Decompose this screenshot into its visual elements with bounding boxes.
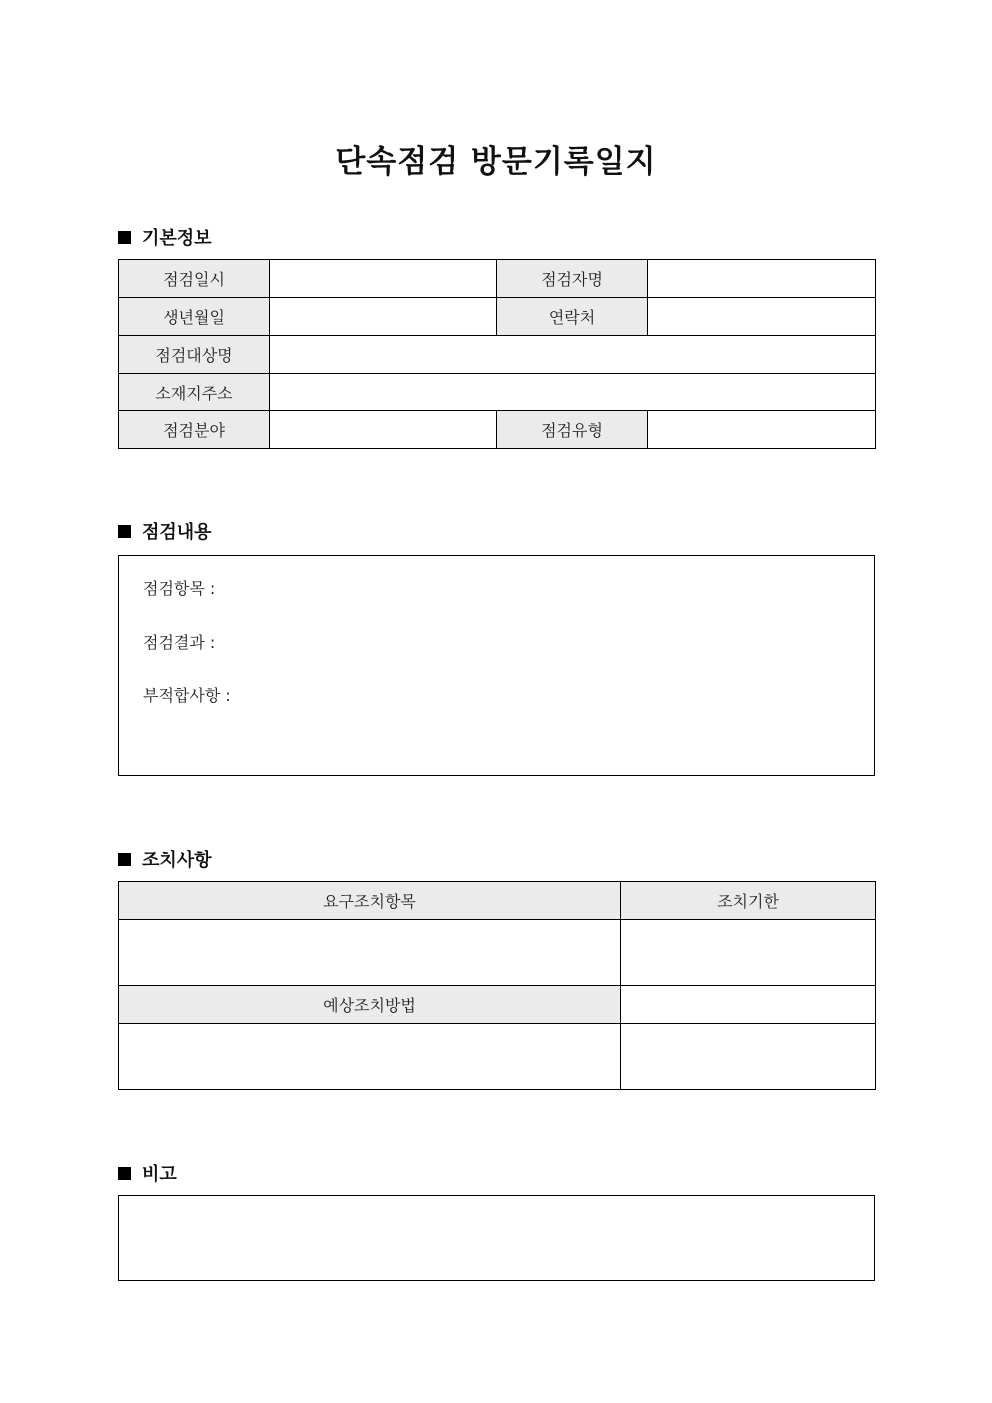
table-row — [119, 1024, 876, 1090]
section-heading-basic-info — [118, 224, 212, 250]
square-bullet-icon — [118, 1167, 131, 1180]
section-heading-remarks — [118, 1160, 177, 1186]
table-row — [119, 260, 876, 298]
actions-table — [118, 881, 876, 1090]
square-bullet-icon — [118, 853, 131, 866]
table-row — [119, 411, 876, 449]
inspection-item-label: 점검항목 : — [143, 579, 216, 598]
inspection-result-line — [143, 630, 215, 653]
inspector-name-field[interactable] — [648, 260, 876, 298]
expected-method-side-field[interactable] — [621, 986, 876, 1024]
header-deadline: 조치기한 — [621, 882, 876, 920]
label-inspection-datetime: 점검일시 — [119, 260, 270, 298]
expected-method-field[interactable] — [119, 1024, 621, 1090]
table-row — [119, 986, 876, 1024]
nonconformity-line — [143, 683, 231, 706]
square-bullet-icon — [118, 525, 131, 538]
document-title — [0, 136, 992, 181]
header-required-action: 요구조치항목 — [119, 882, 621, 920]
contact-field[interactable] — [648, 298, 876, 336]
table-row — [119, 298, 876, 336]
label-expected-method: 예상조치방법 — [119, 986, 621, 1024]
target-name-field[interactable] — [270, 336, 876, 374]
deadline-field[interactable] — [621, 920, 876, 986]
required-action-field[interactable] — [119, 920, 621, 986]
label-inspection-field: 점검분야 — [119, 411, 270, 449]
inspection-field-field[interactable] — [270, 411, 497, 449]
remarks-box[interactable] — [118, 1195, 875, 1281]
section-heading-text: 비고 — [142, 1164, 177, 1185]
section-heading-text: 기본정보 — [142, 228, 212, 249]
birth-date-field[interactable] — [270, 298, 497, 336]
table-row — [119, 920, 876, 986]
label-address: 소재지주소 — [119, 374, 270, 411]
label-birth-date: 생년월일 — [119, 298, 270, 336]
inspection-content-box[interactable] — [118, 555, 875, 776]
expected-method-extra-field[interactable] — [621, 1024, 876, 1090]
section-heading-inspection-content — [118, 518, 212, 544]
inspection-type-field[interactable] — [648, 411, 876, 449]
nonconformity-label: 부적합사항 : — [143, 686, 231, 705]
label-contact: 연락처 — [497, 298, 648, 336]
label-target-name: 점검대상명 — [119, 336, 270, 374]
table-row — [119, 336, 876, 374]
square-bullet-icon — [118, 231, 131, 244]
address-field[interactable] — [270, 374, 876, 411]
basic-info-table — [118, 259, 876, 449]
label-inspector-name: 점검자명 — [497, 260, 648, 298]
inspection-result-label: 점검결과 : — [143, 633, 216, 652]
table-row — [119, 882, 876, 920]
label-inspection-type: 점검유형 — [497, 411, 648, 449]
table-row — [119, 374, 876, 411]
document-title-text: 단속점검 방문기록일지 — [335, 144, 657, 180]
inspection-item-line — [143, 576, 215, 599]
section-heading-text: 조치사항 — [142, 850, 212, 871]
section-heading-text: 점검내용 — [142, 522, 212, 543]
inspection-datetime-field[interactable] — [270, 260, 497, 298]
section-heading-actions — [118, 846, 212, 872]
